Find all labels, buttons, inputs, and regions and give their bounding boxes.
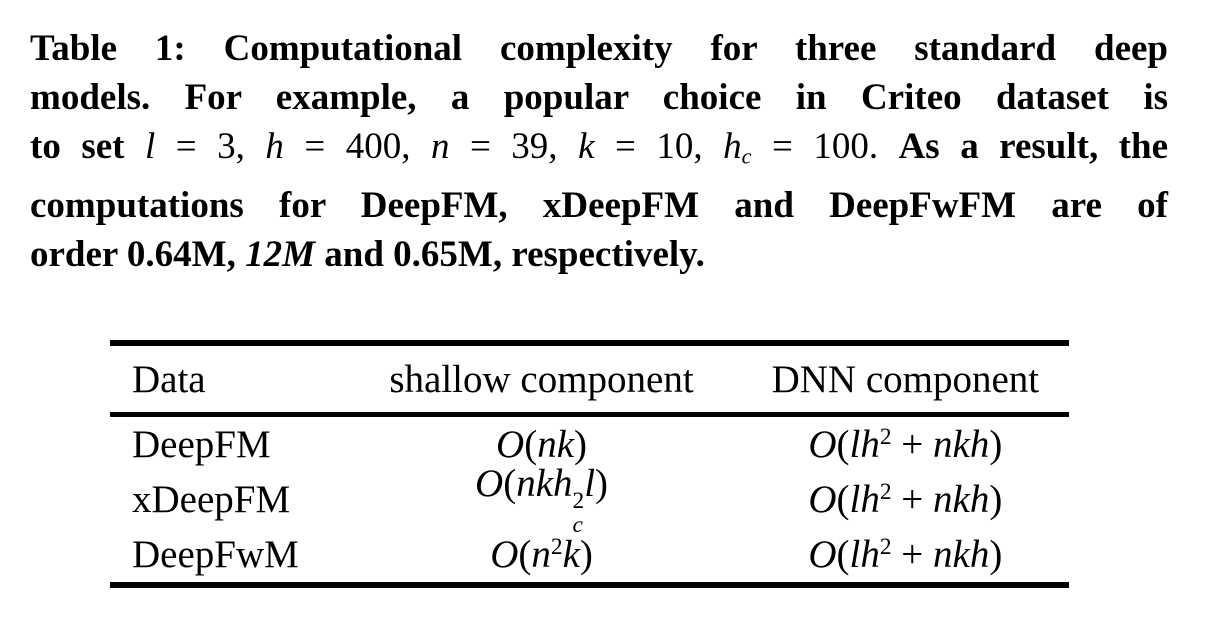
table-row-deepfwm	[110, 527, 1069, 582]
caption-line-3	[30, 122, 1168, 181]
text-segment: (	[524, 423, 538, 466]
model-name: xDeepFM	[132, 478, 291, 521]
text-segment: nkh	[933, 533, 990, 576]
text-segment: O	[808, 478, 837, 521]
text-segment: +	[891, 533, 934, 576]
text-segment: n	[531, 533, 551, 576]
text-segment: k	[562, 533, 580, 576]
text-segment: As a result, the	[898, 126, 1169, 167]
text-segment: Table 1: Computational complexity for three standard deep	[30, 28, 1168, 69]
shallow-complexity-formula	[359, 461, 723, 538]
superscript: 2	[879, 479, 892, 506]
text-segment: )	[989, 423, 1003, 466]
text-segment: O	[808, 533, 837, 576]
text-segment: O	[496, 423, 525, 466]
table-caption	[30, 24, 1168, 279]
text-segment: n	[430, 126, 450, 167]
superscript: 2	[550, 534, 563, 561]
column-header-shallow-component: shallow component	[389, 357, 694, 401]
text-segment: lh	[849, 423, 880, 466]
column-header-dnn-component: DNN component	[771, 357, 1040, 401]
text-segment: order 0.64M,	[30, 233, 246, 275]
text-segment: O	[475, 462, 504, 506]
shallow-complexity-formula	[359, 532, 723, 577]
text-segment: nkh	[933, 478, 990, 521]
text-segment: nkh	[516, 462, 573, 506]
text-segment: (	[836, 423, 850, 466]
text-segment: (	[836, 478, 850, 521]
caption-line-5	[30, 230, 1168, 279]
caption-line-2	[30, 73, 1168, 122]
text-segment: )	[595, 462, 609, 506]
text-segment: nkh	[933, 423, 990, 466]
caption-line-1	[30, 24, 1168, 73]
superscript: 2	[879, 534, 892, 561]
text-segment: h	[723, 126, 742, 167]
model-name: DeepFM	[132, 423, 271, 466]
table-bottom-rule	[110, 582, 1069, 588]
subscript: c	[572, 512, 583, 539]
dnn-complexity-formula	[724, 422, 1069, 467]
text-segment: lh	[849, 533, 880, 576]
text-segment: nk	[537, 423, 575, 466]
superscript: 2	[572, 487, 585, 514]
text-segment: (	[503, 462, 517, 506]
text-segment: )	[989, 533, 1003, 576]
dnn-complexity-formula	[724, 477, 1069, 522]
text-segment: models. For example, a popular choice in Criteo dataset is	[30, 77, 1168, 118]
text-segment: h	[265, 126, 284, 167]
superscript: 2	[879, 424, 892, 451]
text-segment: = 3,	[155, 126, 266, 167]
text-segment: )	[574, 423, 588, 466]
complexity-table	[110, 340, 1069, 588]
dnn-complexity-formula	[724, 532, 1069, 577]
text-segment: = 400,	[283, 126, 431, 167]
script-stack	[573, 489, 585, 538]
text-segment: l	[144, 126, 156, 167]
text-segment: )	[989, 478, 1003, 521]
text-segment: computations for DeepFM, xDeepFM and DeepFwFM are of	[30, 184, 1168, 226]
text-segment: +	[891, 478, 934, 521]
table-header-row	[110, 346, 1069, 412]
text-segment: O	[490, 533, 519, 576]
table-row-xdeepfm	[110, 462, 1069, 539]
text-segment: l	[584, 462, 596, 506]
text-segment: lh	[849, 478, 880, 521]
caption-line-4	[30, 181, 1168, 230]
text-segment: = 39,	[449, 126, 579, 167]
text-segment: (	[836, 533, 850, 576]
text-segment: k	[578, 126, 595, 167]
text-segment: O	[808, 423, 837, 466]
model-name: DeepFwM	[132, 533, 299, 576]
subscript: c	[741, 143, 752, 169]
text-segment: and 0.65M, respectively.	[315, 233, 705, 275]
text-segment: = 10,	[594, 126, 724, 167]
text-segment: +	[891, 423, 934, 466]
column-header-data: Data	[132, 357, 206, 401]
text-segment: (	[518, 533, 532, 576]
text-segment: = 100.	[751, 126, 899, 167]
text-segment: to set	[30, 126, 145, 167]
text-segment: 12M	[245, 233, 316, 275]
text-segment: )	[579, 533, 593, 576]
